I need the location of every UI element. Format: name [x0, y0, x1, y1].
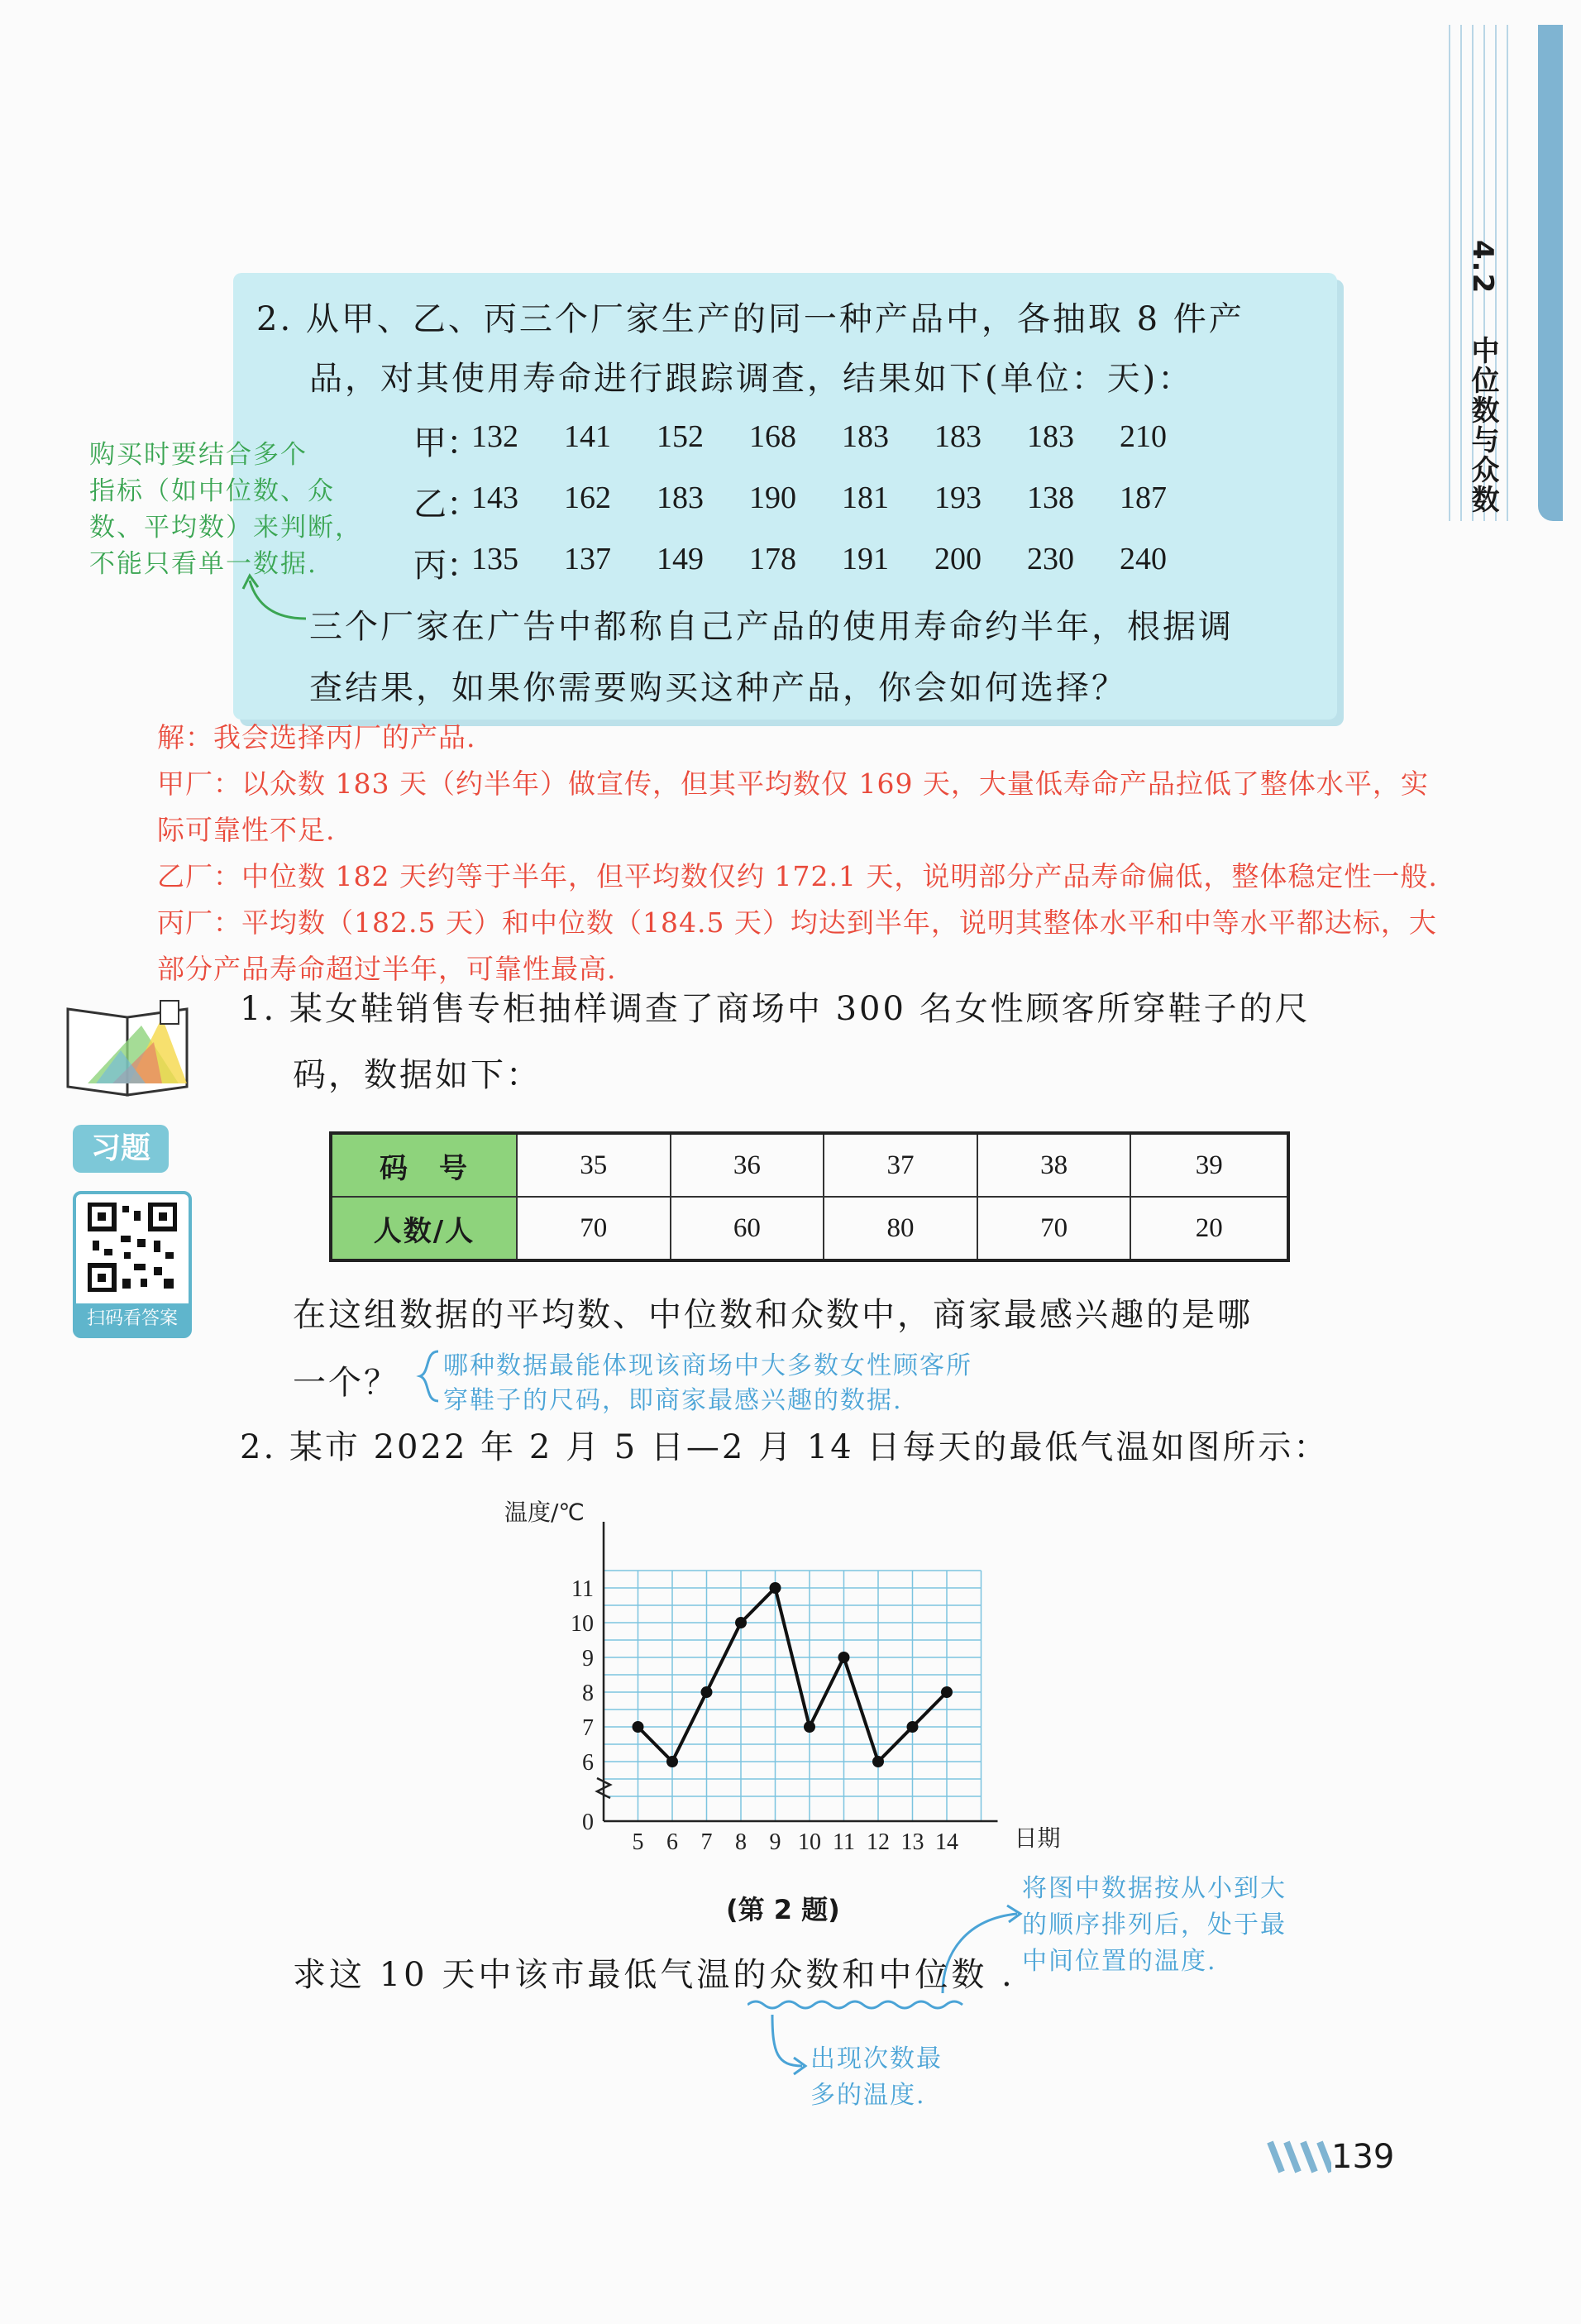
blue-note-line: 中间位置的温度.: [1022, 1947, 1217, 1976]
book-icon: [63, 992, 195, 1100]
row-value: 210: [1120, 419, 1167, 454]
y-tick-label: 7: [582, 1715, 594, 1741]
answer-line: 甲厂：以众数 183 天（约半年）做宣传，但其平均数仅 169 天，大量低寿命产品拉低了整体水平，实: [157, 767, 1429, 800]
ex1-line1: 1. 某女鞋销售专柜抽样调查了商场中 300 名女性顾客所穿鞋子的尺: [240, 990, 1311, 1028]
row-value: 190: [749, 481, 796, 515]
table-cell: 35: [517, 1133, 671, 1197]
row-value: 152: [657, 419, 704, 454]
row-value: 137: [564, 542, 611, 576]
table-cell: 70: [977, 1197, 1131, 1260]
row-value: 132: [471, 419, 518, 454]
row-value: 135: [471, 542, 518, 576]
table-cell: 80: [824, 1197, 977, 1260]
y-axis-label: 温度/℃: [504, 1499, 585, 1526]
table-row: [331, 1133, 1288, 1197]
answer-line: 际可靠性不足.: [157, 814, 336, 846]
blue-note-line: 将图中数据按从小到大: [1022, 1874, 1287, 1903]
table-cell: 37: [824, 1133, 977, 1197]
ex1-line4: 一个？: [293, 1364, 399, 1402]
blue-arrow-icon: [761, 2011, 810, 2078]
green-note-line: 不能只看单一数据.: [89, 549, 318, 579]
y-tick-label: 10: [571, 1611, 594, 1637]
green-note-line: 指标（如中位数、众: [89, 476, 335, 506]
data-point: [804, 1721, 815, 1733]
x-tick-label: 12: [867, 1829, 890, 1855]
row-value: 230: [1027, 542, 1074, 576]
qr-icon: [88, 1203, 177, 1292]
data-point: [701, 1686, 713, 1698]
row-label: 丙：: [413, 547, 480, 585]
row-value: 168: [749, 419, 796, 454]
y-tick-label: 0: [582, 1810, 594, 1835]
green-arrow-icon: [240, 571, 314, 629]
table-cell: 70: [517, 1197, 671, 1260]
row-label: 甲：: [413, 424, 480, 462]
data-point: [666, 1756, 678, 1767]
x-tick-label: 8: [735, 1829, 747, 1855]
blue-note-right: [1022, 1871, 1287, 1980]
table-cell: 39: [1130, 1133, 1288, 1197]
problem2-line4: 查结果，如果你需要购买这种产品，你会如何选择？: [309, 669, 1127, 707]
data-point: [633, 1721, 644, 1733]
answer-line: 部分产品寿命超过半年，可靠性最高.: [157, 953, 617, 985]
exercise-label: 习题: [73, 1125, 169, 1173]
row-value: 141: [564, 419, 611, 454]
y-tick-label: 8: [582, 1681, 594, 1706]
blue-note-line: 多的温度.: [810, 2081, 926, 2110]
y-tick-label: 9: [582, 1646, 594, 1671]
ex1-line2: 码，数据如下：: [293, 1056, 542, 1094]
row-value: 162: [564, 481, 611, 515]
table-cell: 38: [977, 1133, 1131, 1197]
green-note-line: 数、平均数）来判断，: [89, 513, 362, 543]
row-value: 187: [1120, 481, 1167, 515]
row-value: 143: [471, 481, 518, 515]
row-value: 178: [749, 542, 796, 576]
section-name: 中位数与众数: [1466, 335, 1499, 514]
y-tick-label: 6: [582, 1750, 594, 1776]
wavy-underline: [748, 1996, 979, 2013]
ex2-question: 求这 10 天中该市最低气温的众数和中位数 .: [293, 1956, 1015, 1994]
problem2-line3: 三个厂家在广告中都称自己产品的使用寿命约半年，根据调: [309, 608, 1234, 646]
table-header: 码 号: [331, 1133, 517, 1197]
brace-icon: [413, 1348, 447, 1406]
data-point: [872, 1756, 884, 1767]
row-value: 200: [934, 542, 982, 576]
figure-caption: (第 2 题): [726, 1894, 840, 1925]
row-value: 240: [1120, 542, 1167, 576]
x-tick-label: 11: [833, 1829, 855, 1855]
blue-note-bottom: [810, 2041, 943, 2114]
data-point: [735, 1617, 747, 1628]
answer-line: 丙厂：平均数（182.5 天）和中位数（184.5 天）均达到半年，说明其整体水平和中等水平都达标，大: [157, 906, 1437, 939]
table-header: 人数/人: [331, 1197, 517, 1260]
qr-label: 扫码看答案: [76, 1303, 189, 1335]
row-value: 191: [842, 542, 889, 576]
x-tick-label: 14: [935, 1829, 958, 1855]
answer-line: 解：我会选择丙厂的产品.: [157, 721, 476, 753]
x-tick-label: 13: [900, 1829, 924, 1855]
page-number: 139: [1331, 2138, 1395, 2176]
slash-decoration-icon: [1265, 2137, 1331, 2177]
size-table: [329, 1131, 1290, 1262]
x-tick-label: 9: [769, 1829, 781, 1855]
row-value: 183: [657, 481, 704, 515]
row-value: 183: [1027, 419, 1074, 454]
side-tab: [1538, 25, 1563, 521]
row-value: 193: [934, 481, 982, 515]
x-tick-label: 7: [700, 1829, 713, 1855]
data-point: [838, 1652, 850, 1663]
blue-note-line: 的顺序排列后，处于最: [1022, 1910, 1287, 1939]
section-number: 4.2: [1466, 240, 1499, 295]
x-axis-label: 日期: [1014, 1824, 1061, 1852]
x-tick-label: 6: [666, 1829, 678, 1855]
x-tick-label: 10: [798, 1829, 821, 1855]
row-value: 138: [1027, 481, 1074, 515]
blue-note-line: 出现次数最: [810, 2044, 943, 2073]
table-row: [331, 1197, 1288, 1260]
section-title: [1454, 240, 1503, 514]
temperature-chart: [480, 1497, 1091, 1877]
qr-code[interactable]: [73, 1191, 192, 1338]
row-value: 149: [657, 542, 704, 576]
blue-note-line: 哪种数据最能体现该商场中大多数女性顾客所: [443, 1351, 972, 1380]
green-note-line: 购买时要结合多个: [89, 440, 308, 470]
row-value: 183: [842, 419, 889, 454]
y-tick-label: 11: [571, 1576, 594, 1602]
data-point: [907, 1721, 919, 1733]
blue-note-line: 穿鞋子的尺码，即商家最感兴趣的数据.: [443, 1386, 903, 1415]
row-value: 181: [842, 481, 889, 515]
x-tick-label: 5: [632, 1829, 644, 1855]
table-cell: 60: [671, 1197, 824, 1260]
answer-line: 乙厂：中位数 182 天约等于半年，但平均数仅约 172.1 天，说明部分产品寿命偏低，整体稳定性一般.: [157, 860, 1438, 892]
data-point: [941, 1686, 953, 1698]
row-value: 183: [934, 419, 982, 454]
ex1-line3: 在这组数据的平均数、中位数和众数中，商家最感兴趣的是哪: [293, 1296, 1253, 1334]
row-label: 乙：: [413, 485, 480, 524]
table-cell: 20: [1130, 1197, 1288, 1260]
table-cell: 36: [671, 1133, 824, 1197]
ex2-line1: 2. 某市 2022 年 2 月 5 日—2 月 14 日每天的最低气温如图所示：: [240, 1428, 1330, 1466]
problem2-line1: 2. 从甲、乙、丙三个厂家生产的同一种产品中，各抽取 8 件产: [256, 300, 1244, 338]
data-point: [770, 1582, 781, 1594]
green-annotation: [89, 437, 362, 582]
problem2-line2: 品，对其使用寿命进行跟踪调查，结果如下(单位：天)：: [309, 360, 1194, 398]
axis-break: [597, 1778, 610, 1798]
